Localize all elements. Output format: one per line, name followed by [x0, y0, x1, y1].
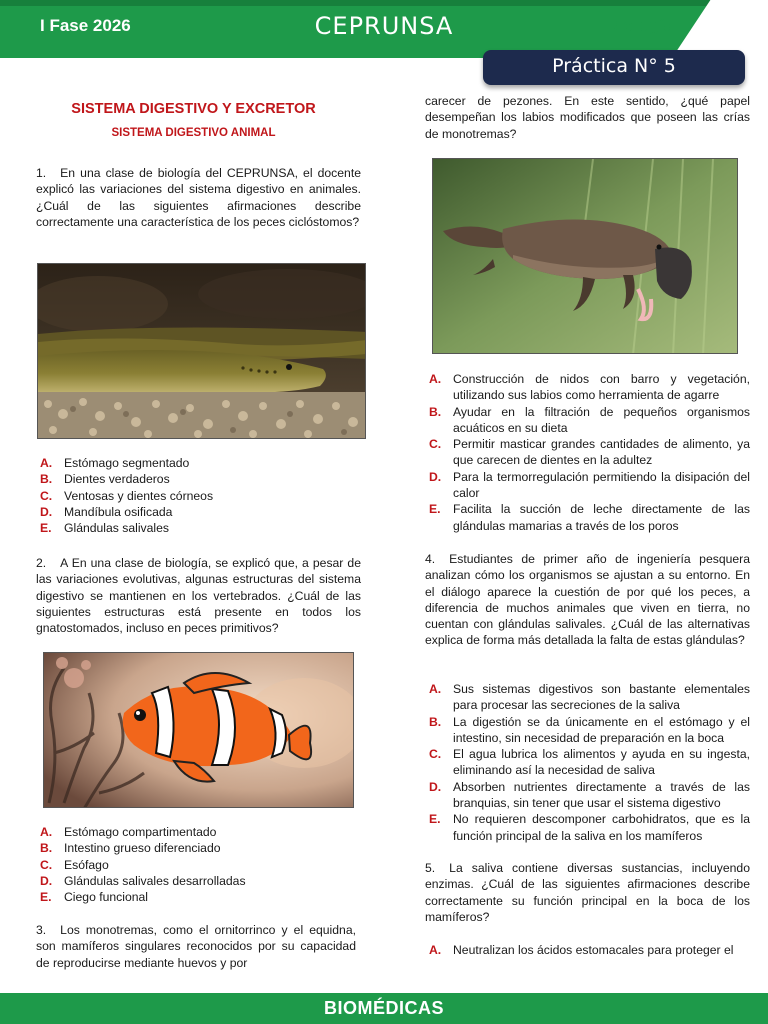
footer-label: BIOMÉDICAS: [323, 998, 444, 1018]
question-5-options: [425, 942, 750, 958]
option-e[interactable]: E. No requieren descomponer carbohidratos, que es la función principal de la saliva en los mamíferos: [429, 812, 750, 843]
option-d[interactable]: D. Para la termorregulación permitiendo la disipación del calor: [429, 469, 750, 501]
section-subtitle: SISTEMA DIGESTIVO ANIMAL: [111, 127, 276, 139]
question-3-text-part2: carecer de pezones. En este sentido, ¿qué papel desempeñan los labios modificados que poseen las crías de monotremas?: [425, 94, 750, 141]
question-3-text-part1: 3. Los monotremas, como el ornitorrinco y el equidna, son mamíferos singulares reconocidos por su capacidad de reproducirse mediante huevos y por: [36, 923, 356, 970]
option-e[interactable]: E. Ciego funcional: [40, 890, 149, 905]
question-4-text: 4. Estudiantes de primer año de ingeniería pesquera analizan cómo los organismos se ajustan a su entorno. En el diálogo aparece la cuestión de por qué los peces, a diferencia de muchos animales que viven en tierra, no cuentan con glándulas salivales. ¿Cuál de las alternativas explica de forma más detallada la falta de estas glándulas?: [425, 552, 750, 648]
phase-label: I Fase 2026: [40, 16, 131, 35]
option-e[interactable]: E. Glándulas salivales: [40, 521, 170, 536]
option-a[interactable]: A. Sus sistemas digestivos son bastante elementales para procesar las secreciones de la saliva: [429, 682, 750, 713]
question-1-text: 1. En una clase de biología del CEPRUNSA, el docente explicó las variaciones del sistema digestivo en animales. ¿Cuál de las siguientes afirmaciones describe correctamente una característica de los peces ciclóstomos?: [36, 166, 361, 229]
option-a[interactable]: A. Neutralizan los ácidos estomacales para proteger el: [429, 943, 734, 957]
option-d[interactable]: D. Glándulas salivales desarrolladas: [40, 873, 246, 888]
option-e[interactable]: E. Facilita la succión de leche directamente de las glándulas mamarias a través de los poros: [429, 502, 750, 533]
clownfish-image: [44, 653, 354, 808]
practice-tab: [483, 50, 745, 85]
option-a[interactable]: A. Estómago segmentado: [40, 456, 190, 470]
option-c[interactable]: C. El agua lubrica los alimentos y ayuda en su ingesta, eliminando así la necesidad de saliva: [429, 747, 750, 778]
option-d[interactable]: D. Absorben nutrientes directamente a través de las branquias, sin tener que usar el sistema digestivo: [429, 779, 750, 811]
footer-bar: [0, 993, 768, 1024]
option-c[interactable]: C. Permitir masticar grandes cantidades de alimento, ya que carecen de dientes en la adultez: [429, 437, 750, 468]
subject-label: Biología: [606, 16, 674, 35]
clownfish-photo: [43, 652, 354, 808]
question-4-options: [425, 681, 750, 844]
option-d[interactable]: D. Mandíbula osificada: [40, 504, 173, 519]
option-b[interactable]: B. La digestión se da únicamente en el estómago y el intestino, sin necesidad de preparación en la boca: [429, 714, 750, 745]
option-c[interactable]: C. Esófago: [40, 857, 109, 872]
section-title: SISTEMA DIGESTIVO Y EXCRETOR: [71, 101, 316, 117]
header-stripe: [0, 0, 768, 6]
option-a[interactable]: A. Estómago compartimentado: [40, 825, 217, 839]
option-b[interactable]: B. Ayudar en la filtración de pequeños organismos acuáticos en su dieta: [429, 404, 750, 435]
question-3-options: [425, 371, 750, 534]
platypus-photo: [432, 158, 738, 354]
practice-label: Práctica N° 5: [552, 55, 676, 77]
platypus-image: [433, 159, 738, 354]
question-2-options: [36, 824, 361, 905]
lamprey-image: [38, 264, 366, 439]
option-b[interactable]: B. Intestino grueso diferenciado: [40, 841, 221, 856]
option-c[interactable]: C. Ventosas y dientes córneos: [40, 488, 214, 503]
question-5-text: 5. La saliva contiene diversas sustancias, incluyendo enzimas. ¿Cuál de las siguientes afirmaciones describe correctamente su función principal en la boca de los mamíferos?: [425, 861, 750, 924]
option-a[interactable]: A. Construcción de nidos con barro y vegetación, utilizando sus labios como herramienta de agarre: [429, 372, 750, 403]
option-b[interactable]: B. Dientes verdaderos: [40, 472, 170, 487]
question-2-text: 2. A En una clase de biología, se explicó que, a pesar de las variaciones evolutivas, algunas estructuras del sistema digestivo se mantienen en los vertebrados. ¿Cuál de las siguientes estructuras está presente en todos los gnatostomados, incluso en peces primitivos?: [36, 556, 361, 636]
question-1-options: [36, 455, 361, 536]
brand-logo: CEPRUNSA: [314, 12, 454, 40]
lamprey-photo: [37, 263, 366, 439]
